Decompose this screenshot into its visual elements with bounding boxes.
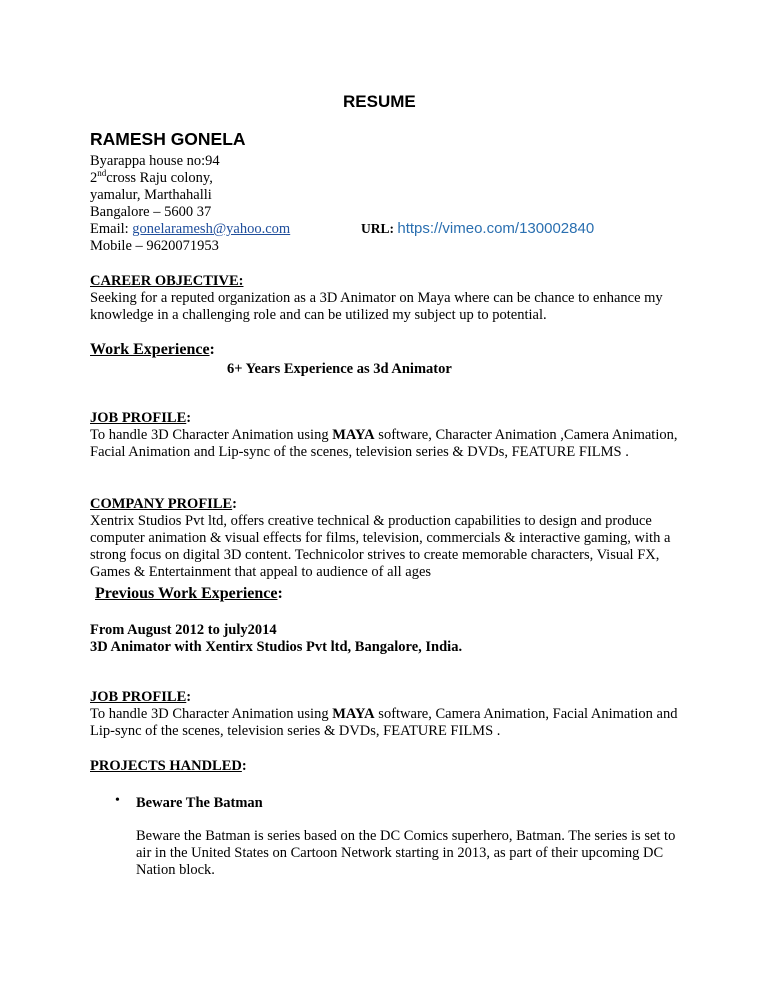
- candidate-name: RAMESH GONELA: [90, 129, 246, 149]
- mobile-line: Mobile – 9620071953: [90, 238, 219, 254]
- project-title: Beware The Batman: [136, 795, 263, 811]
- bullet-icon: •: [115, 793, 120, 808]
- work-experience-heading: Work Experience:: [90, 341, 215, 358]
- job-profile-heading: JOB PROFILE:: [90, 410, 192, 426]
- work-experience-summary: 6+ Years Experience as 3d Animator: [227, 361, 452, 377]
- company-profile-text: Xentrix Studios Pvt ltd, offers creative technical & production capabilities to design and produce computer animation & visual effects for films, television, commercials & interactive gaming, with a strong focus on digital 3D content. Technicolor strives to create memorable characters, Visual FX, Games & Entertainment that appeal to audience of all ages: [90, 513, 671, 580]
- previous-work-heading: Previous Work Experience:: [95, 585, 283, 602]
- career-objective-text: Seeking for a reputed organization as a 3D Animator on Maya where can be chance to enhance my knowledge in a challenging role and can be utilized my subject up to potential.: [90, 290, 663, 323]
- address-line-3: yamalur, Marthahalli: [90, 187, 212, 203]
- job-profile-2-text: To handle 3D Character Animation using MAYA software, Camera Animation, Facial Animation and Lip-sync of the scenes, television series & DVDs, FEATURE FILMS .: [90, 706, 678, 739]
- email-line: Email: gonelaramesh@yahoo.com: [90, 221, 291, 237]
- address-line-2: 2ndcross Raju colony,: [90, 168, 213, 186]
- job-profile-2-heading: JOB PROFILE:: [90, 689, 192, 705]
- address-line-1: Byarappa house no:94: [90, 153, 220, 169]
- project-description: Beware the Batman is series based on the DC Comics superhero, Batman. The series is set to air in the United States on Cartoon Network starting in 2013, as part of their upcoming DC Nation block.: [136, 828, 676, 878]
- previous-work-role: 3D Animator with Xentirx Studios Pvt ltd, Bangalore, India.: [90, 639, 463, 655]
- job-profile-text: To handle 3D Character Animation using MAYA software, Character Animation ,Camera Animation, Facial Animation and Lip-sync of the scenes, television series & DVDs, FEATURE FILMS .: [90, 427, 678, 460]
- vimeo-link[interactable]: https://vimeo.com/130002840: [397, 220, 595, 237]
- page-title: RESUME: [343, 92, 416, 111]
- career-objective-heading: CAREER OBJECTIVE:: [90, 273, 244, 289]
- url-line: URL: https://vimeo.com/130002840: [361, 220, 595, 237]
- email-link[interactable]: gonelaramesh@yahoo.com: [132, 221, 291, 237]
- previous-work-period: From August 2012 to july2014: [90, 622, 277, 638]
- address-line-4: Bangalore – 5600 37: [90, 204, 212, 220]
- company-profile-heading: COMPANY PROFILE:: [90, 496, 238, 512]
- projects-heading: PROJECTS HANDLED:: [90, 758, 247, 774]
